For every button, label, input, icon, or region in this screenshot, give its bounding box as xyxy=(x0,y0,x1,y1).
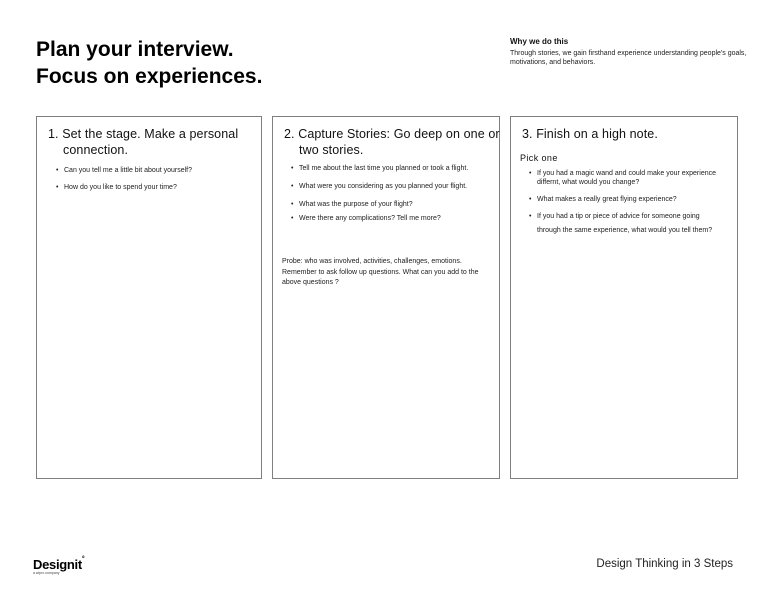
title-line-2: Focus on experiences. xyxy=(36,65,263,88)
reminder-text: Remember to ask follow up questions. What can you add to the above questions ? xyxy=(282,269,479,286)
bullet-icon: • xyxy=(291,183,294,190)
step-card-3 xyxy=(510,116,738,479)
step-card-1 xyxy=(36,116,262,479)
bullet-icon: • xyxy=(56,184,59,191)
page-title xyxy=(36,36,262,90)
list-item: • Were there any complications? Tell me more? xyxy=(291,215,441,222)
list-item: • What was the purpose of your flight? xyxy=(291,201,413,208)
title-line-1: Plan your interview. xyxy=(36,38,234,61)
step-2-questions xyxy=(291,164,481,232)
probe-notes xyxy=(282,257,492,288)
list-item: • Can you tell me a little bit about yourself? xyxy=(56,167,193,174)
footer-caption: Design Thinking in 3 Steps xyxy=(596,558,733,570)
step-card-2 xyxy=(272,116,500,479)
bullet-icon: • xyxy=(291,165,294,172)
why-heading: Why we do this xyxy=(510,37,569,46)
step-2-title: 2. Capture Stories: Go deep on one or two stories. xyxy=(284,127,500,157)
designit-logo xyxy=(33,557,84,575)
bullet-icon: • xyxy=(529,170,532,177)
step-1-title: 1. Set the stage. Make a personal connection. xyxy=(48,127,239,157)
step-1-questions xyxy=(56,166,256,200)
bullet-icon: • xyxy=(56,167,59,174)
list-item: • What were you considering as you planned your flight. xyxy=(291,183,468,190)
pick-one-label: Pick one xyxy=(520,153,558,163)
list-item: • If you had a magic wand and could make your experience differnt, what would you change? xyxy=(529,170,716,186)
logo-subtext: a wipro company xyxy=(33,571,60,575)
bullet-icon: • xyxy=(529,196,532,203)
step-3-questions xyxy=(529,169,719,246)
why-text: Through stories, we gain firsthand experience understanding people's goals, motivations, and behaviors. xyxy=(510,50,747,66)
logo-mark: ° xyxy=(81,556,85,563)
why-section xyxy=(510,37,750,67)
bullet-icon: • xyxy=(529,213,532,220)
probe-text: Probe: who was involved, activities, challenges, emotions. xyxy=(282,258,462,265)
logo-text: Designit xyxy=(33,557,82,572)
step-3-title: 3. Finish on a high note. xyxy=(522,127,658,141)
list-item: • Tell me about the last time you planned or took a flight. xyxy=(291,165,469,172)
list-item: • What makes a really great flying experience? xyxy=(529,196,677,203)
bullet-icon: • xyxy=(291,215,294,222)
list-item: • How do you like to spend your time? xyxy=(56,184,177,191)
bullet-icon: • xyxy=(291,201,294,208)
list-item: • If you had a tip or piece of advice for someone going through the same experience, what would you tell them? xyxy=(529,210,719,238)
